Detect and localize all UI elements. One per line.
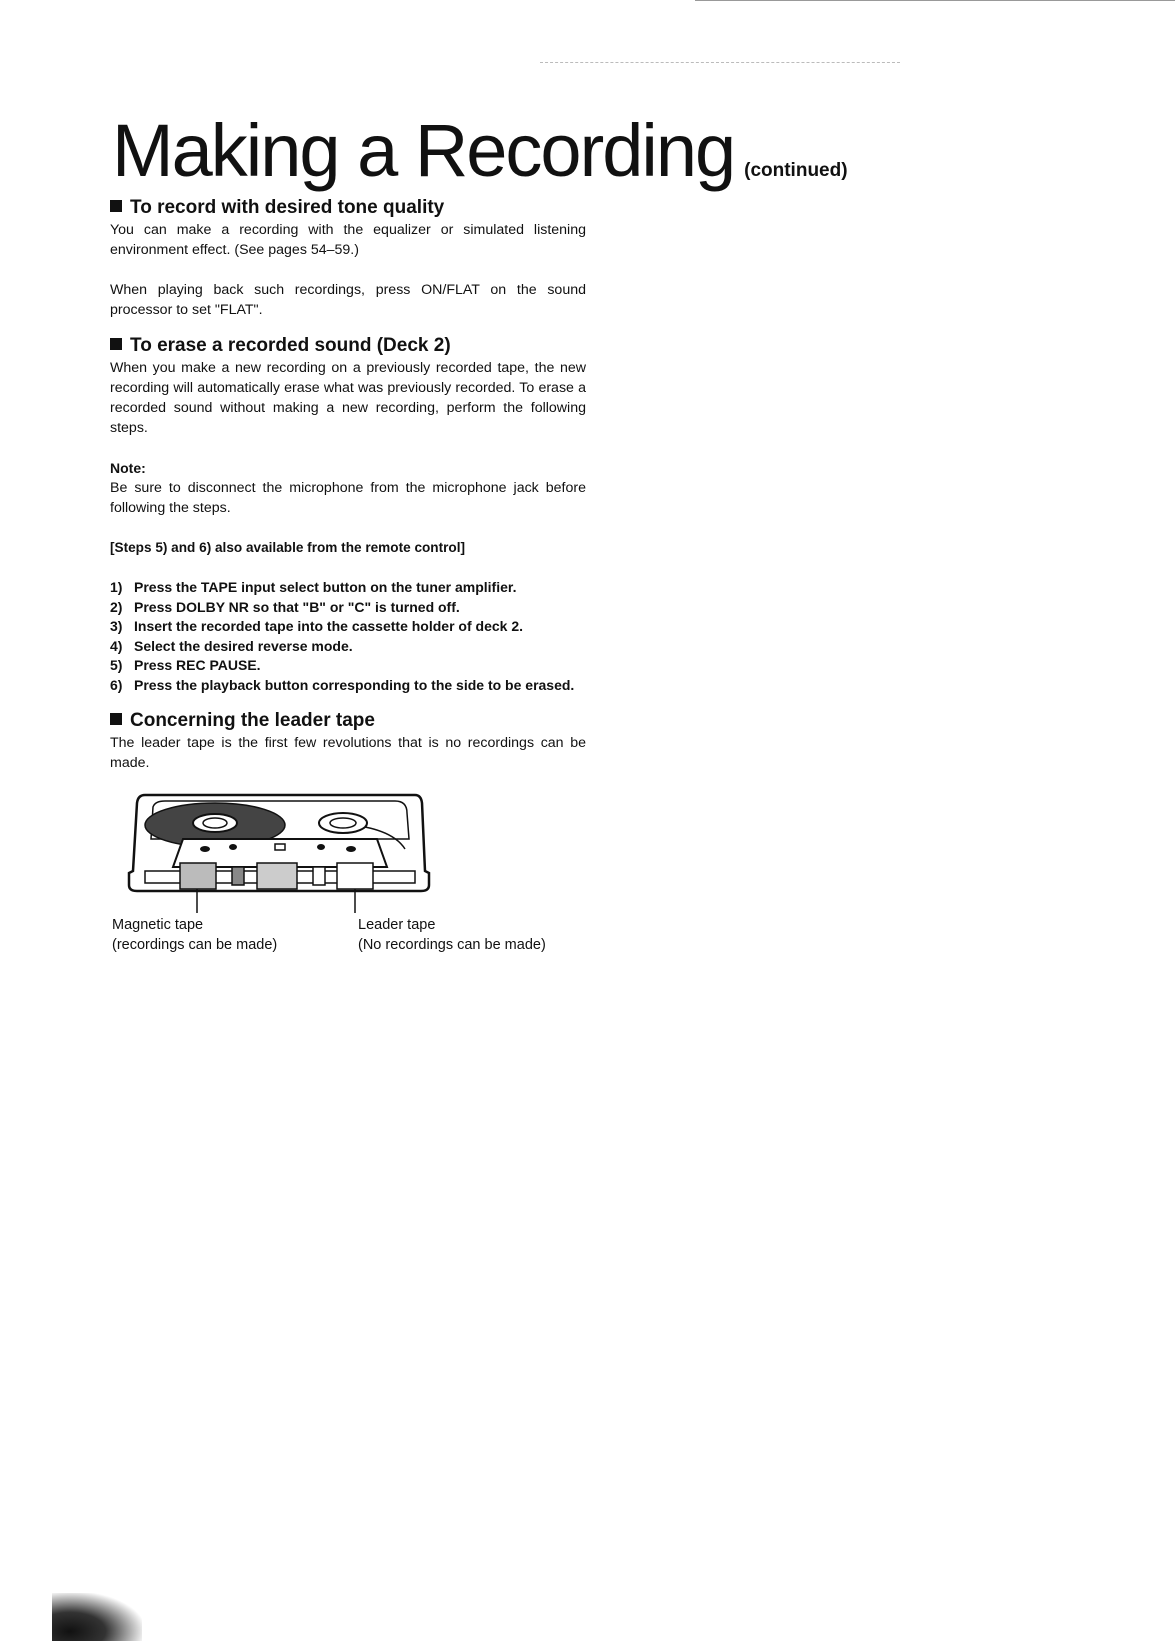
title-continued: (continued) — [744, 160, 848, 181]
caption-magnetic-tape: Magnetic tape (recordings can be made) — [112, 917, 278, 953]
main-content — [110, 196, 586, 993]
tone-paragraph-2: When playing back such recordings, press ON/FLAT on the sound processor to set "FLAT". — [110, 282, 586, 318]
section-heading-erase: To erase a recorded sound (Deck 2) — [110, 334, 586, 358]
list-item: 5) Press REC PAUSE. — [110, 657, 261, 673]
scan-edge-line — [695, 0, 1175, 1]
scan-smudge — [52, 1593, 142, 1641]
cassette-illustration — [125, 793, 435, 918]
erase-steps-list — [110, 578, 586, 695]
list-item: 6) Press the playback button corresponding to the side to be erased. — [110, 676, 575, 693]
cassette-figure — [110, 793, 586, 993]
list-item: 2) Press DOLBY NR so that "B" or "C" is turned off. — [110, 598, 460, 615]
list-item: 3) Insert the recorded tape into the cassette holder of deck 2. — [110, 618, 523, 634]
section-heading-leader: Concerning the leader tape — [110, 709, 586, 733]
scan-artifact — [540, 62, 900, 64]
square-bullet-icon — [110, 338, 122, 350]
note-label: Note: — [110, 460, 146, 476]
list-item: 1) Press the TAPE input select button on the tuner amplifier. — [110, 579, 517, 595]
erase-paragraph: When you make a new recording on a previously recorded tape, the new recording will automatically erase what was previously recorded. To erase a recorded sound without making a new recording, perform the following steps. — [110, 360, 586, 436]
square-bullet-icon — [110, 200, 122, 212]
title-main: Making a Recording — [112, 109, 735, 192]
square-bullet-icon — [110, 713, 122, 725]
caption-leader-tape: Leader tape (No recordings can be made) — [358, 917, 546, 953]
page-title — [112, 108, 848, 193]
list-item: 4) Select the desired reverse mode. — [110, 637, 353, 654]
tone-paragraph-1: You can make a recording with the equalizer or simulated listening environment effect. (See pages 54–59.) — [110, 222, 586, 258]
remote-note: [Steps 5) and 6) also available from the remote control] — [110, 540, 466, 555]
section-heading-tone: To record with desired tone quality — [110, 196, 586, 220]
leader-paragraph: The leader tape is the first few revolutions that is no recordings can be made. — [110, 735, 586, 771]
note-text: Be sure to disconnect the microphone from the microphone jack before following the steps. — [110, 480, 586, 516]
